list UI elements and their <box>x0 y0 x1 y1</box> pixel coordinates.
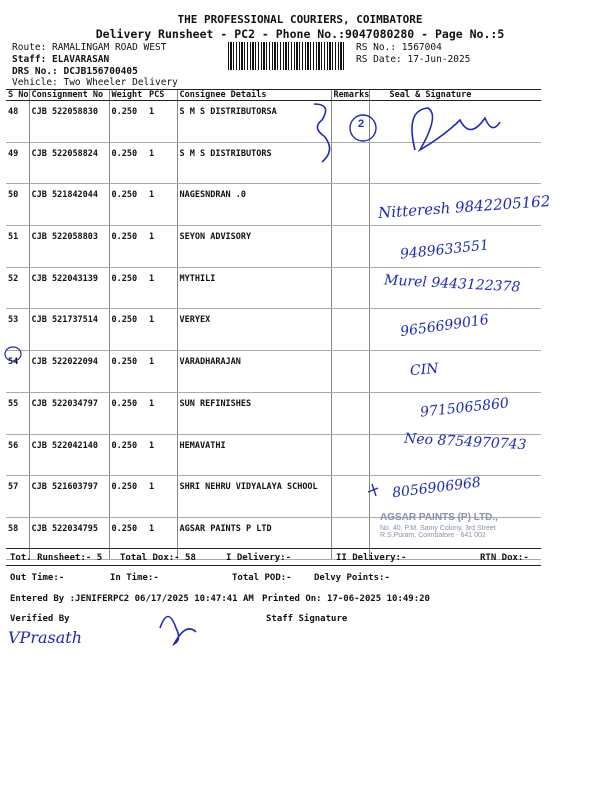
sno: 55 <box>6 392 29 434</box>
consignee: VARADHARAJAN <box>177 351 331 393</box>
weight: 0.250 <box>109 226 147 268</box>
rs-number: RS No.: 1567004 <box>356 42 442 53</box>
tot-runsheet: Tot. Runsheet:- 5 <box>10 553 103 563</box>
company-stamp <box>380 512 540 539</box>
remarks-cell <box>331 184 369 226</box>
consignee: S M S DISTRIBUTORS <box>177 142 331 184</box>
consignment-no: CJB 522034795 <box>29 517 109 559</box>
col-remarks: Remarks <box>331 90 369 101</box>
sno: 50 <box>6 184 29 226</box>
pcs: 1 <box>147 392 177 434</box>
out-time: Out Time:- <box>10 573 65 583</box>
remarks-cell <box>331 351 369 393</box>
printed-on: Printed On: 17-06-2025 10:49:20 <box>262 594 430 604</box>
sno: 49 <box>6 142 29 184</box>
consignment-no: CJB 522034797 <box>29 392 109 434</box>
weight: 0.250 <box>109 184 147 226</box>
signature-54: CIN <box>409 360 440 380</box>
remarks-cell <box>331 392 369 434</box>
consignee: SUN REFINISHES <box>177 392 331 434</box>
sno: 53 <box>6 309 29 351</box>
sno: 54 <box>6 351 29 393</box>
stamp-line-3: R.S.Puram, Coimbatore - 641 002 <box>380 532 486 539</box>
signature-53: 9656699016 <box>399 311 490 341</box>
delvy-points: Delvy Points:- <box>314 573 390 583</box>
remark-handwritten: 2 <box>358 118 365 130</box>
entered-by: Entered By :JENIFERPC2 06/17/2025 10:47:41 AM <box>10 594 254 604</box>
pcs: 1 <box>147 142 177 184</box>
weight: 0.250 <box>109 309 147 351</box>
sno: 56 <box>6 434 29 476</box>
consignment-no: CJB 522043139 <box>29 267 109 309</box>
consignee: HEMAVATHI <box>177 434 331 476</box>
pcs: 1 <box>147 226 177 268</box>
col-weight: Weight <box>109 90 147 101</box>
weight: 0.250 <box>109 434 147 476</box>
col-consignment: Consignment No <box>29 90 109 101</box>
in-time: In Time:- <box>110 573 159 583</box>
signature-57: 8056906968 <box>391 474 482 502</box>
col-seal-signature: Seal & Signature <box>369 90 541 101</box>
staff-signature-scribble <box>160 617 196 645</box>
pcs: 1 <box>147 517 177 559</box>
rs-date: RS Date: 17-Jun-2025 <box>356 54 471 65</box>
weight: 0.250 <box>109 476 147 518</box>
weight: 0.250 <box>109 101 147 143</box>
table-row <box>6 351 541 393</box>
total-pod: Total POD:- <box>232 573 292 583</box>
staff-signature-label: Staff Signature <box>266 614 348 624</box>
staff-label: Staff: ELAVARASAN <box>12 54 110 65</box>
pcs: 1 <box>147 309 177 351</box>
consignment-no: CJB 521603797 <box>29 476 109 518</box>
col-pcs: PCS <box>147 90 177 101</box>
consignment-no: CJB 522058803 <box>29 226 109 268</box>
consignment-no: CJB 522058824 <box>29 142 109 184</box>
consignment-no: CJB 522058830 <box>29 101 109 143</box>
consignee: SEYON ADVISORY <box>177 226 331 268</box>
pcs: 1 <box>147 101 177 143</box>
signature-cell <box>369 101 541 143</box>
weight: 0.250 <box>109 142 147 184</box>
remarks-cell <box>331 476 369 518</box>
pcs: 1 <box>147 351 177 393</box>
vehicle-label: Vehicle: Two Wheeler Delivery <box>12 77 178 88</box>
rtn-dox: RTN Dox:- <box>480 553 529 563</box>
consignment-no: CJB 521842044 <box>29 184 109 226</box>
col-sno: S No <box>8 90 29 100</box>
table-row <box>6 101 541 143</box>
remarks-cell <box>331 142 369 184</box>
signature-56: Neo 8754970743 <box>403 430 527 454</box>
table-row <box>6 142 541 184</box>
stamp-line-1: AGSAR PAINTS (P) LTD., <box>380 512 498 523</box>
weight: 0.250 <box>109 517 147 559</box>
weight: 0.250 <box>109 392 147 434</box>
weight: 0.250 <box>109 351 147 393</box>
footer-divider-2 <box>6 565 541 566</box>
consignment-no: CJB 522042140 <box>29 434 109 476</box>
consignee: S M S DISTRIBUTORSA <box>177 101 331 143</box>
signature-cell <box>369 351 541 393</box>
sno: 58 <box>6 517 29 559</box>
remarks-cell <box>331 309 369 351</box>
verified-by: Verified By <box>10 614 70 624</box>
col-consignee: Consignee Details <box>177 90 331 101</box>
consignee: NAGESNDRAN .0 <box>177 184 331 226</box>
ii-delivery: II Delivery:- <box>336 553 407 563</box>
sno: 48 <box>6 101 29 143</box>
i-delivery: I Delivery:- <box>226 553 292 563</box>
company-title: THE PROFESSIONAL COURIERS, COIMBATORE <box>177 13 423 26</box>
consignment-no: CJB 521737514 <box>29 309 109 351</box>
total-dox: Total Dox:- 58 <box>120 553 196 563</box>
signature-55: 9715065860 <box>419 395 510 421</box>
stamp-line-2: No. 40, P.M. Samy Colony, 3rd Street <box>380 525 496 532</box>
signature-cell <box>369 142 541 184</box>
signature-50: Nitteresh 9842205162 <box>377 192 551 222</box>
runsheet-subtitle: Delivery Runsheet - PC2 - Phone No.:9047080280 - Page No.:5 <box>95 27 505 41</box>
route-label: Route: RAMALINGAM ROAD WEST <box>12 42 167 53</box>
signature-51: 9489633551 <box>399 237 490 263</box>
pcs: 1 <box>147 434 177 476</box>
weight: 0.250 <box>109 267 147 309</box>
sno: 52 <box>6 267 29 309</box>
verifier-signature: VPrasath <box>8 628 82 647</box>
pcs: 1 <box>147 184 177 226</box>
remarks-cell <box>331 267 369 309</box>
consignment-no: CJB 522022094 <box>29 351 109 393</box>
consignee: MYTHILI <box>177 267 331 309</box>
pcs: 1 <box>147 267 177 309</box>
table-header-row <box>6 90 541 101</box>
consignee: AGSAR PAINTS P LTD <box>177 517 331 559</box>
signature-52: Murel 9443122378 <box>383 272 521 296</box>
consignee: SHRI NEHRU VIDYALAYA SCHOOL <box>177 476 331 518</box>
barcode <box>228 42 346 70</box>
sno: 51 <box>6 226 29 268</box>
remarks-cell <box>331 434 369 476</box>
drs-number: DRS No.: DCJB156700405 <box>12 66 138 77</box>
remarks-cell <box>331 226 369 268</box>
sno: 57 <box>6 476 29 518</box>
consignee: VERYEX <box>177 309 331 351</box>
footer-divider <box>6 548 541 549</box>
pcs: 1 <box>147 476 177 518</box>
